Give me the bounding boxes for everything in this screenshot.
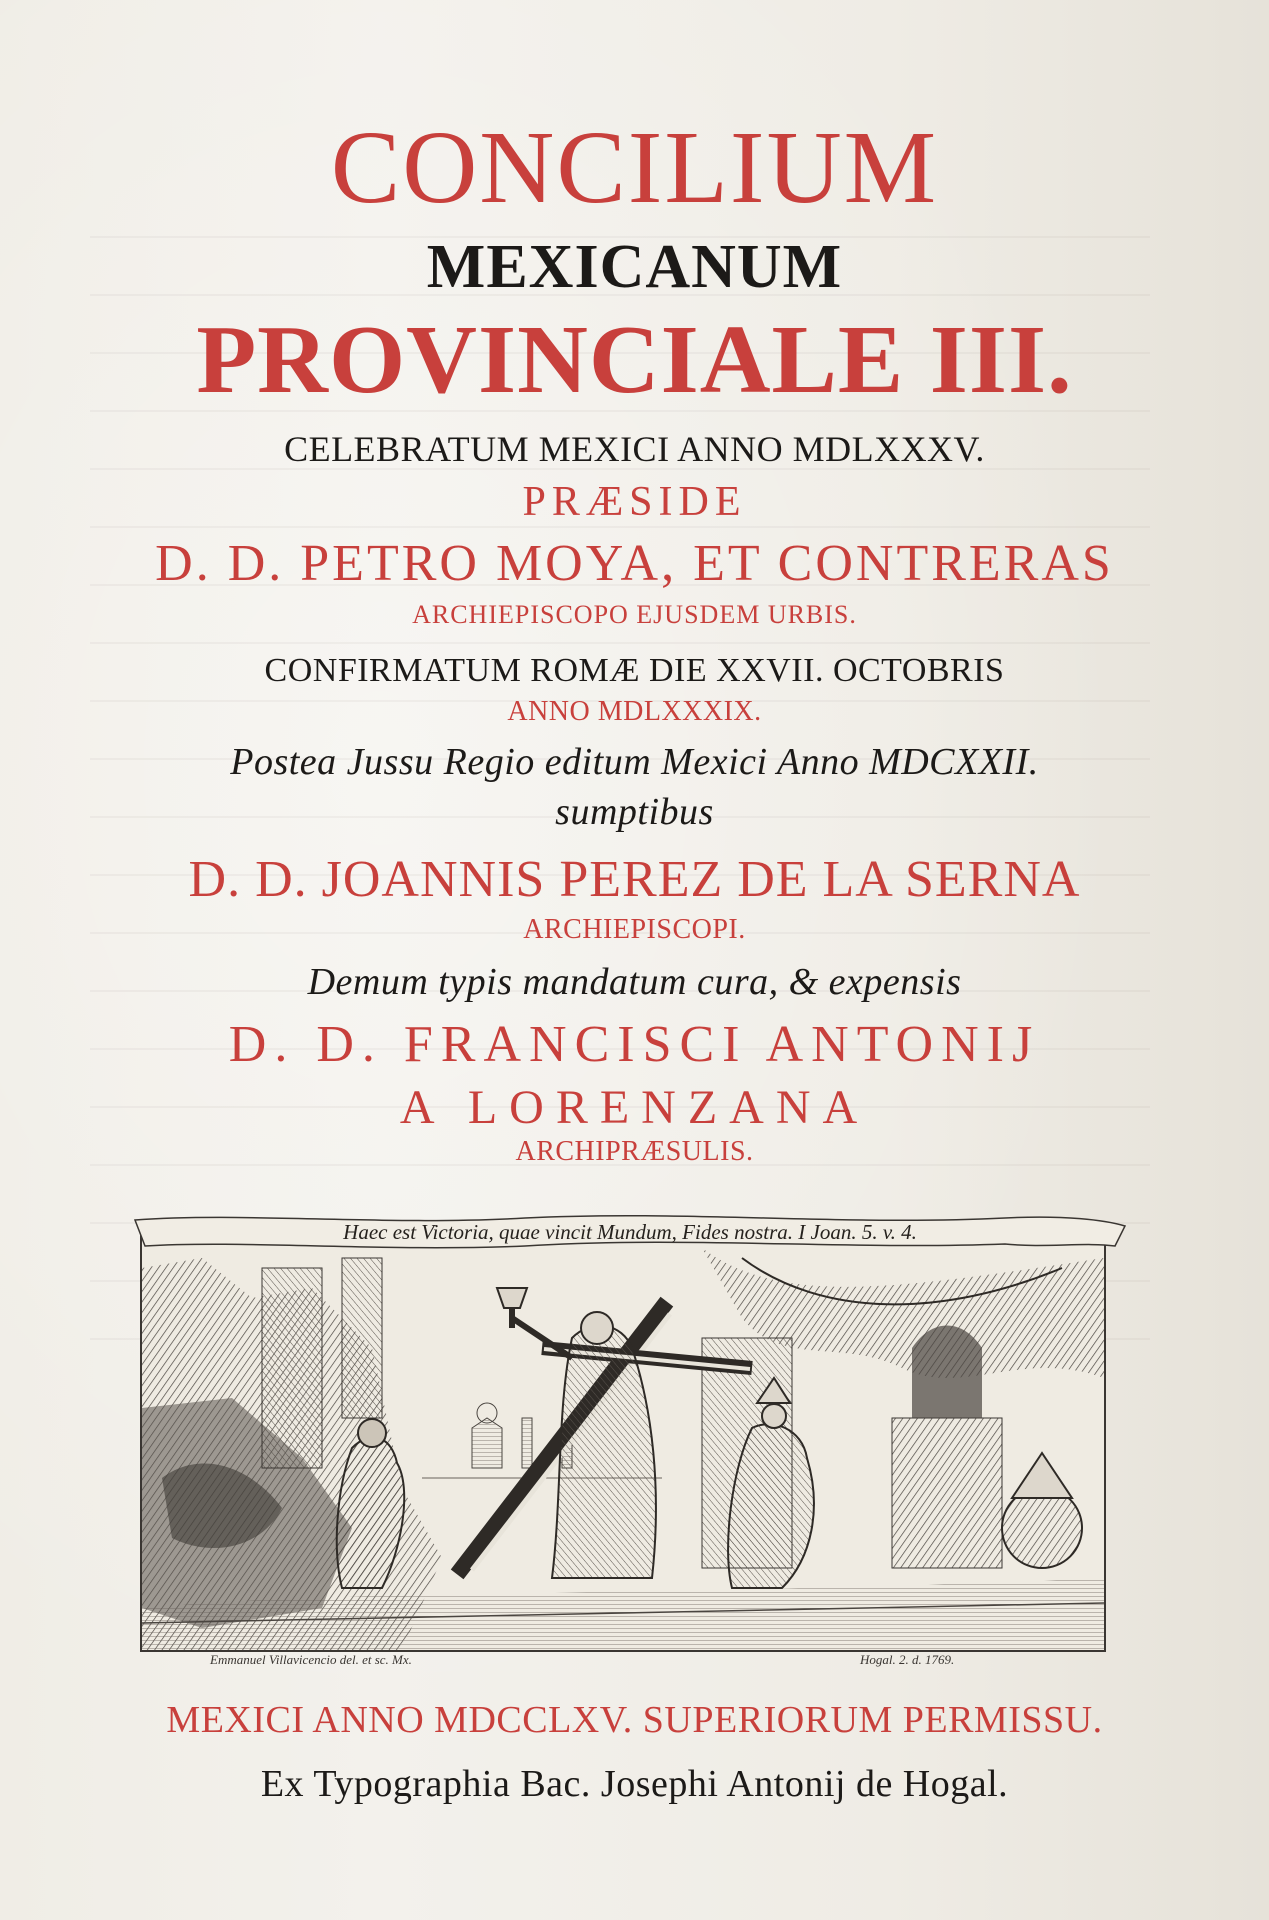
title-mexicanum: MEXICANUM bbox=[426, 233, 843, 301]
engraver-signature: Emmanuel Villavicencio del. et sc. Mx. bbox=[210, 1652, 412, 1667]
name-petro-moya: D. D. PETRO MOYA, ET CONTRERAS bbox=[155, 535, 1114, 592]
name-joannis-perez: D. D. JOANNIS PEREZ DE LA SERNA bbox=[188, 851, 1081, 908]
subtitle-postea: Postea Jussu Regio editum Mexici Anno MDCXXII. bbox=[230, 741, 1039, 783]
engraving-illustration bbox=[142, 1228, 1104, 1650]
imprint-date: MEXICI ANNO MDCCLXV. SUPERIORUM PERMISSU. bbox=[166, 1699, 1103, 1741]
title-provinciale: PROVINCIALE III. bbox=[196, 306, 1073, 414]
subtitle-demum: Demum typis mandatum cura, & expensis bbox=[307, 961, 962, 1003]
date-anno-mdlxxxix: ANNO MDLXXXIX. bbox=[507, 696, 762, 727]
name-francisci-antonij: D. D. FRANCISCI ANTONIJ bbox=[228, 1016, 1041, 1073]
subtitle-sumptibus: sumptibus bbox=[555, 791, 714, 833]
role-archiepiscopi: ARCHIEPISCOPI. bbox=[523, 914, 746, 945]
role-archipraesulis: ARCHIPRÆSULIS. bbox=[515, 1136, 754, 1167]
imprint-printer: Ex Typographia Bac. Josephi Antonij de Hogal. bbox=[260, 1763, 1009, 1805]
subtitle-celebratum: CELEBRATUM MEXICI ANNO MDLXXXV. bbox=[284, 429, 985, 469]
printer-signature: Hogal. 2. d. 1769. bbox=[860, 1652, 955, 1667]
subtitle-praeside: PRÆSIDE bbox=[522, 479, 747, 525]
role-archiepiscopo: ARCHIEPISCOPO EJUSDEM URBIS. bbox=[412, 600, 857, 629]
subtitle-confirmatum: CONFIRMATUM ROMÆ DIE XXVII. OCTOBRIS bbox=[264, 652, 1005, 689]
name-lorenzana: A LORENZANA bbox=[399, 1081, 870, 1134]
engraving-banner bbox=[125, 1212, 1135, 1252]
title-concilium: CONCILIUM bbox=[330, 110, 939, 225]
engraving-vignette bbox=[140, 1226, 1106, 1652]
banner-motto: Haec est Victoria, quae vincit Mundum, Fides nostra. I Joan. 5. v. 4. bbox=[343, 1220, 917, 1244]
